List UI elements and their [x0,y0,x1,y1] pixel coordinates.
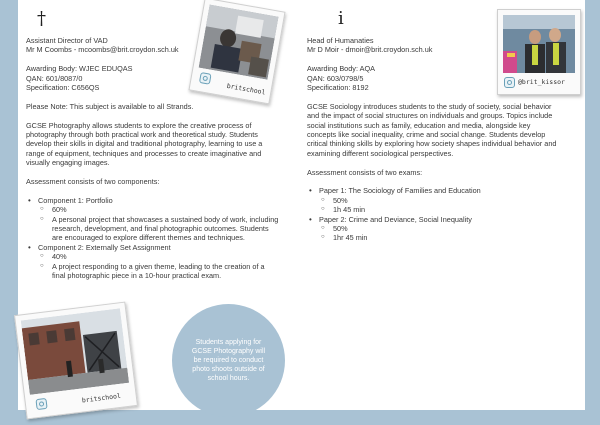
qan: QAN: 601/8087/0 [26,73,83,83]
subject-glyph-left: † [37,8,46,29]
exam-weight: ○ 50% [307,196,583,205]
component-description-line: final photographic piece in a 10-hour practical exam. [52,271,222,281]
specification: Specification: 8192 [307,83,369,93]
component-list [26,196,294,281]
description-line: GCSE Sociology introduces students to the study of society, social behavior [307,101,552,111]
photo-caption: britschool [81,391,122,405]
specification: Specification: C656QS [26,83,100,93]
strand-note: Please Note: This subject is available to all Strands. [26,101,194,111]
description-line: range of equipment, techniques and processes to create imaginative and [26,148,262,158]
photo-polaroid-bottom [14,302,138,420]
assessment-intro: Assessment consists of two exams: [307,167,423,177]
description-line: critical thinking skills by exploring how society shapes individual behavior and [307,139,557,149]
role: Assistant Director of VAD [26,36,108,45]
component-description-line: are encouraged to explore different themes and techniques. [52,233,245,243]
instagram-icon [35,398,47,410]
component-weight: ○ 60% [26,205,294,214]
notice-text: Students applying for GCSE Photography will be required to conduct photo shoots outside of school hours. [191,339,266,382]
description-line: social institutions such as family, education and media, alongside key [307,120,531,130]
assessment-intro: Assessment consists of two components: [26,177,160,187]
exam-duration: ○ 1hr 45 min [307,233,583,242]
exam-title: • Paper 2: Crime and Deviance, Social Inequality [307,215,583,224]
photo-polaroid-right [497,9,581,95]
role: Head of Humanaties [307,36,374,45]
component-title: • Component 1: Portfolio [26,196,294,205]
photo-shoot-notice [172,304,285,417]
description-line: GCSE Photography allows students to explore the creative process of [26,120,252,130]
exam-weight: ○ 50% [307,224,583,233]
description-line: visually engaging images. [26,158,110,168]
component-description [26,215,294,243]
description-line: examining different sociological perspectives. [307,148,454,158]
description-line: concepts like social inequality, crime and social change. Students develop [307,130,546,140]
contact: Mr D Moir - dmoir@brit.croydon.sch.uk [307,45,433,55]
instagram-icon [504,77,515,88]
component-description-line: research, development, and final photographic outcomes. Students [52,224,269,234]
photo-building [21,308,129,395]
contact: Mr M Coombs - mcoombs@brit.croydon.sch.uk [26,45,179,55]
description-line: develop their skills in digital and traditional photography, learning to use a [26,139,263,149]
component-description [26,262,294,281]
right-page [300,0,585,410]
photo-caption: @brit_kissor [518,78,565,86]
awarding-body: Awarding Body: AQA [307,64,376,74]
component-description-line: A personal project that showcases a sustained body of work, including [52,214,279,224]
component-weight: ○ 40% [26,252,294,261]
exam-duration: ○ 1h 45 min [307,205,583,214]
awarding-body: Awarding Body: WJEC EDUQAS [26,64,133,74]
component-title: • Component 2: Externally Set Assignment [26,243,294,252]
description-line: and the impact of social structures on individuals and groups. Topics include [307,111,553,121]
exam-title: • Paper 1: The Sociology of Families and Education [307,186,583,195]
exam-list [307,186,583,242]
photo-staff [503,15,575,73]
photo-classroom [199,5,279,80]
photo-polaroid-top [188,0,285,104]
subject-glyph-right: i [338,8,344,29]
qan: QAN: 603/0798/5 [307,73,364,83]
instagram-icon [199,72,212,85]
photo-caption: britschool [226,81,267,97]
component-description-line: A project responding to a given theme, leading to the creation of a [52,261,265,271]
description-line: photography through both practical work and theoretical study. Students [26,130,258,140]
